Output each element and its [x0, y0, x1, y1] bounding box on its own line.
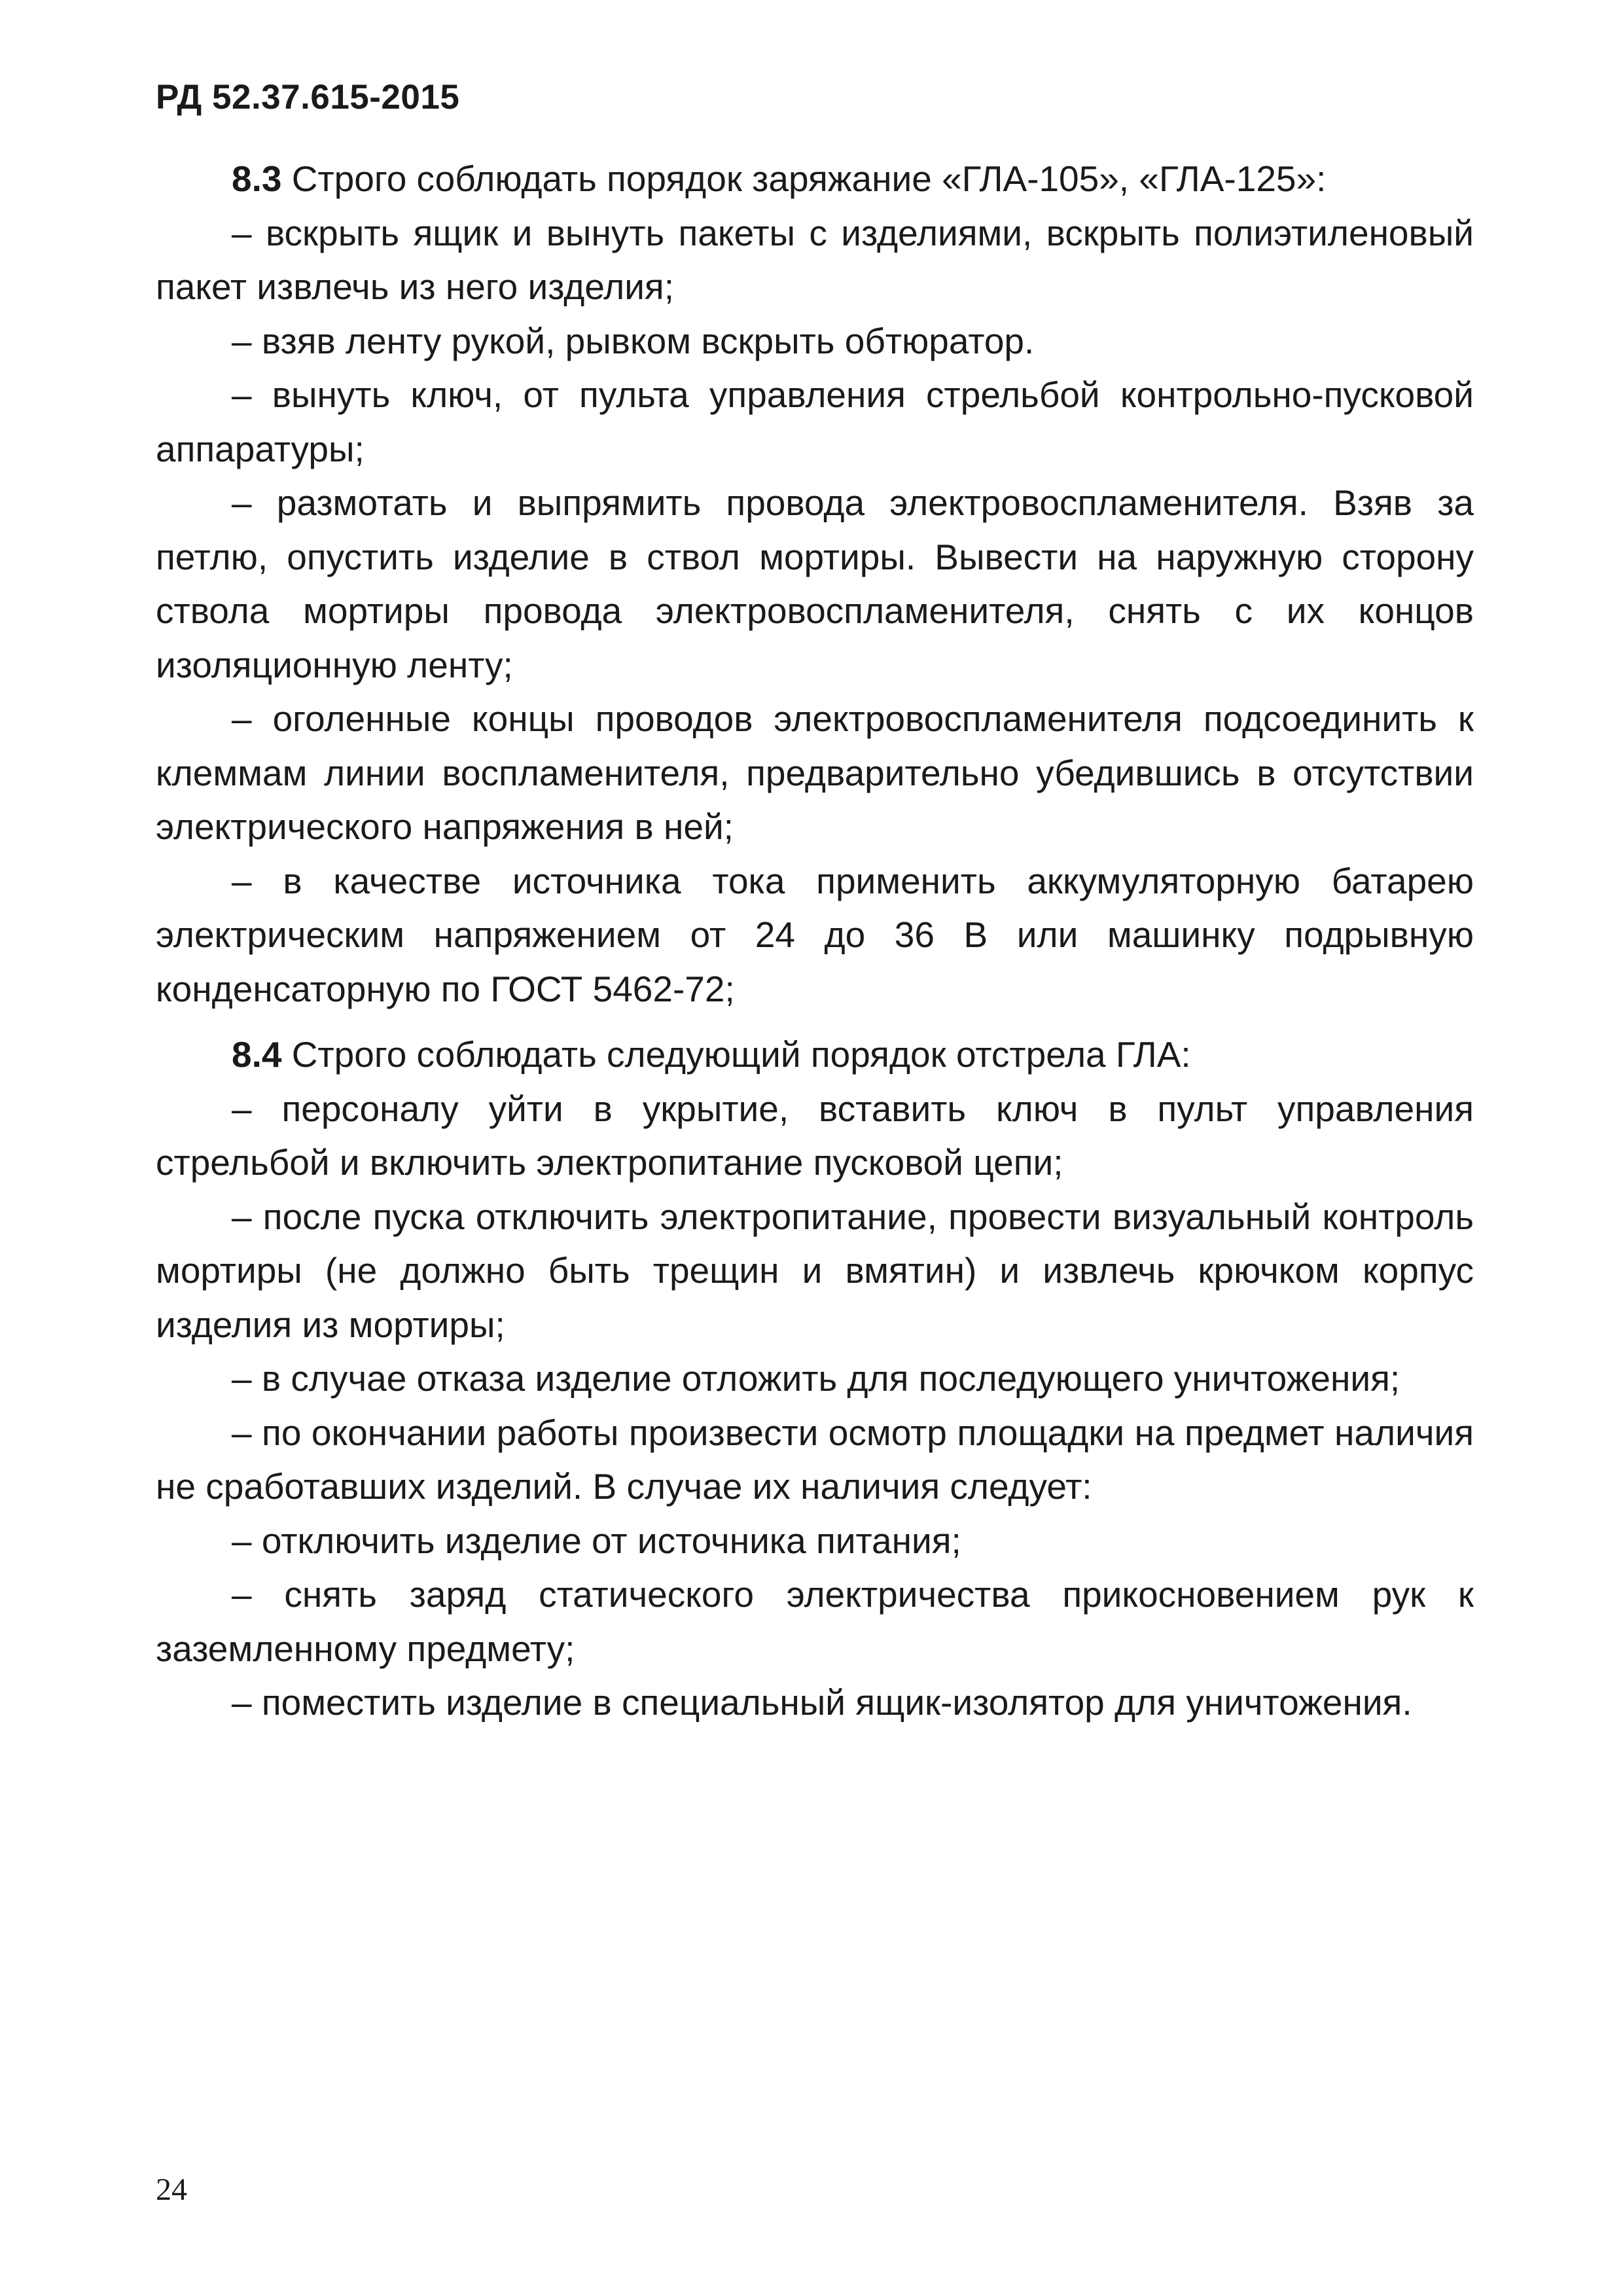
list-item: – в качестве источника тока применить аккумуляторную батарею электрическим напряжением от 24 до 36 В или машинку подрывную конденсаторную по ГОСТ 5462-72;	[156, 860, 1474, 1009]
list-item: – вынуть ключ, от пульта управления стрельбой контрольно-пусковой аппаратуры;	[156, 374, 1474, 469]
list-item: – в случае отказа изделие отложить для последующего уничтожения;	[232, 1358, 1400, 1399]
page-number: 24	[156, 2172, 187, 2207]
list-item: – оголенные концы проводов электровоспламенителя подсоединить к клеммам линии воспламенителя, предварительно убедившись в отсутствии электрического напряжения в ней;	[156, 698, 1474, 847]
document-code-header: РД 52.37.615-2015	[156, 78, 460, 117]
list-item: – взяв ленту рукой, рывком вскрыть обтюратор.	[232, 320, 1035, 361]
section-heading-8-3	[156, 152, 1474, 206]
list-item: – по окончании работы произвести осмотр площадки на предмет наличия не сработавших изделий. В случае их наличия следует:	[156, 1412, 1474, 1507]
document-body	[156, 152, 1474, 1730]
section-heading-8-4	[156, 1028, 1474, 1082]
list-item: – отключить изделие от источника питания;	[232, 1520, 961, 1561]
section-title: Строго соблюдать следующий порядок отстрела ГЛА:	[281, 1034, 1191, 1075]
list-item: – после пуска отключить электропитание, провести визуальный контроль мортиры (не должно быть трещин и вмятин) и извлечь крючком корпус изделия из мортиры;	[156, 1196, 1474, 1345]
list-item: – снять заряд статического электричества прикосновением рук к заземленному предмету;	[156, 1574, 1474, 1669]
list-item: – размотать и выпрямить провода электровоспламенителя. Взяв за петлю, опустить изделие в ствол мортиры. Вывести на наружную сторону ствола мортиры провода электровоспламенителя, снять с их концов изоляционную ленту;	[156, 482, 1474, 685]
list-item: – персоналу уйти в укрытие, вставить ключ в пульт управления стрельбой и включить электропитание пусковой цепи;	[156, 1088, 1474, 1183]
section-number: 8.4	[232, 1034, 282, 1075]
list-item: – поместить изделие в специальный ящик-изолятор для уничтожения.	[232, 1682, 1412, 1723]
list-item: – вскрыть ящик и вынуть пакеты с изделиями, вскрыть полиэтиленовый пакет извлечь из него изделия;	[156, 212, 1474, 307]
section-number: 8.3	[232, 158, 282, 199]
section-title: Строго соблюдать порядок заряжание «ГЛА-105», «ГЛА-125»:	[281, 158, 1327, 199]
